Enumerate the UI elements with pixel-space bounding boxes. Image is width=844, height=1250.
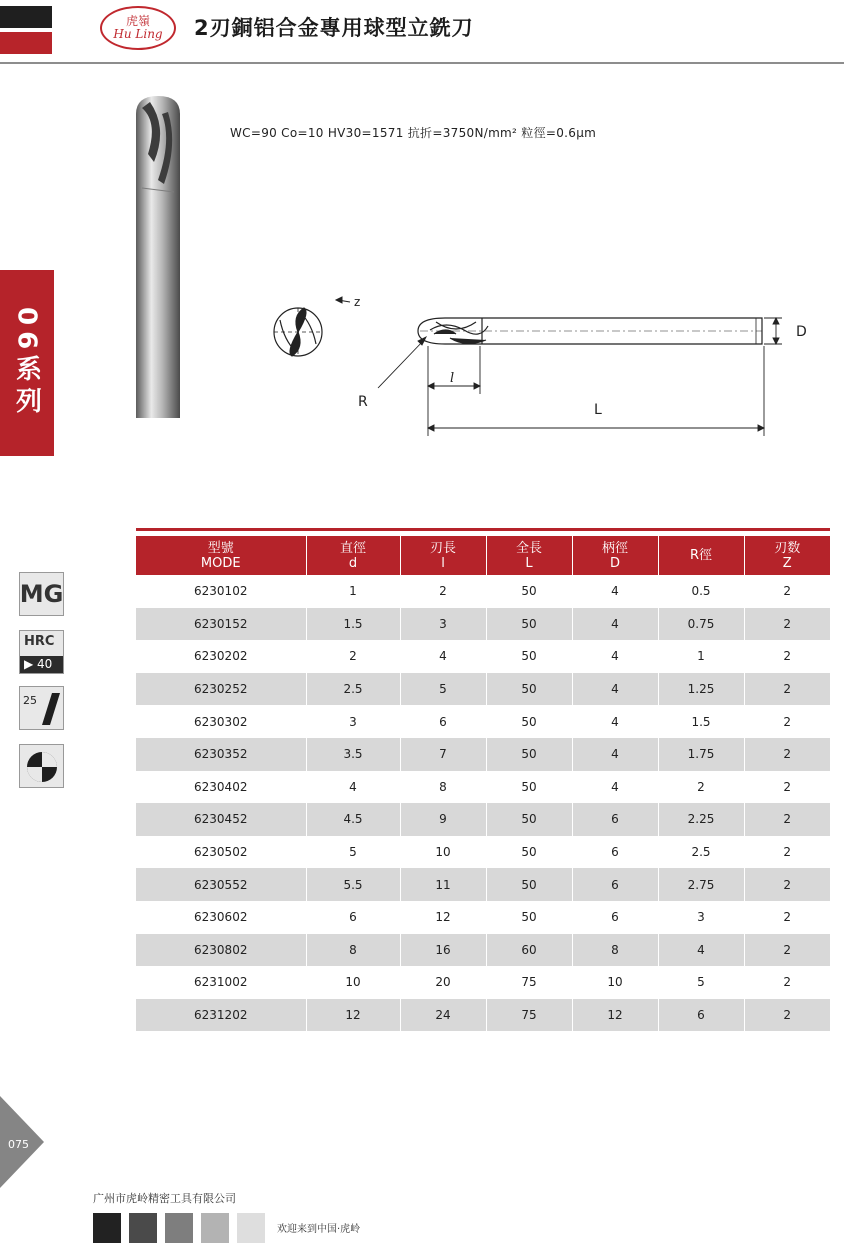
table-cell: 11 bbox=[400, 868, 486, 901]
column-header-cn: 刃数 bbox=[774, 540, 801, 556]
logo-cn-text: 虎嶺 bbox=[125, 14, 150, 28]
table-cell: 2 bbox=[744, 803, 830, 836]
material-spec: WC=90 Co=10 HV30=1571 抗折=3750N/mm² 粒徑=0.6μm bbox=[230, 126, 597, 140]
table-cell: 6 bbox=[658, 999, 744, 1032]
table-cell: 1 bbox=[658, 640, 744, 673]
column-header bbox=[306, 536, 400, 575]
table-cell: 3 bbox=[400, 608, 486, 641]
helix-slash-icon bbox=[20, 687, 65, 731]
table-cell: 2.25 bbox=[658, 803, 744, 836]
table-cell: 2 bbox=[744, 640, 830, 673]
table-row bbox=[136, 738, 830, 771]
table-cell: 4 bbox=[572, 575, 658, 608]
table-cell: 4 bbox=[400, 640, 486, 673]
table-cell: 6230552 bbox=[136, 868, 306, 901]
table-cell: 2 bbox=[744, 836, 830, 869]
column-header-en: d bbox=[348, 555, 358, 571]
table-cell: 50 bbox=[486, 608, 572, 641]
table-cell: 10 bbox=[572, 966, 658, 999]
table-cell: 4 bbox=[572, 608, 658, 641]
table-cell: 8 bbox=[400, 771, 486, 804]
column-header bbox=[486, 536, 572, 575]
table-cell: 1 bbox=[306, 575, 400, 608]
table-cell: 1.25 bbox=[658, 673, 744, 706]
table-cell: 6 bbox=[572, 836, 658, 869]
color-swatch bbox=[201, 1213, 229, 1243]
table-cell: 2 bbox=[744, 608, 830, 641]
table-cell: 4 bbox=[572, 673, 658, 706]
table-cell: 2 bbox=[744, 934, 830, 967]
d-dimension bbox=[764, 318, 782, 344]
table-cell: 50 bbox=[486, 836, 572, 869]
header-divider bbox=[0, 62, 844, 64]
technical-drawing bbox=[250, 290, 830, 440]
table-cell: 2 bbox=[306, 640, 400, 673]
table-row bbox=[136, 803, 830, 836]
column-header-cn: 全長 bbox=[515, 540, 542, 556]
table-cell: 6230502 bbox=[194, 845, 248, 860]
table-cell: 50 bbox=[486, 803, 572, 836]
header-red-bar bbox=[0, 32, 52, 54]
side-view bbox=[418, 318, 762, 344]
table-cell: 6231002 bbox=[194, 975, 248, 990]
table-top-rule bbox=[136, 528, 830, 531]
l-small-dimension bbox=[428, 346, 480, 394]
table-cell: 2 bbox=[744, 738, 830, 771]
table-cell: 2 bbox=[744, 999, 830, 1032]
column-header-cn: 刃長 bbox=[429, 540, 456, 556]
two-flute-icon bbox=[19, 744, 64, 788]
table-cell: 75 bbox=[486, 966, 572, 999]
column-header-en: MODE bbox=[200, 555, 241, 571]
table-cell: 20 bbox=[400, 966, 486, 999]
end-view bbox=[274, 308, 322, 356]
table-row bbox=[136, 771, 830, 804]
table-cell: 6230102 bbox=[194, 584, 248, 599]
table-row bbox=[136, 901, 830, 934]
table-cell: 2 bbox=[658, 771, 744, 804]
table-cell: 2 bbox=[744, 673, 830, 706]
table-cell: 2 bbox=[400, 575, 486, 608]
column-header bbox=[400, 536, 486, 575]
table-row bbox=[136, 575, 830, 608]
column-header bbox=[136, 536, 306, 575]
r-leader bbox=[378, 337, 426, 388]
table-cell: 1.5 bbox=[306, 608, 400, 641]
table-cell: 12 bbox=[306, 999, 400, 1032]
table-cell: 4 bbox=[572, 640, 658, 673]
column-header bbox=[744, 536, 830, 575]
z-label: z bbox=[354, 295, 361, 309]
column-header-cn: 型號 bbox=[207, 540, 234, 556]
color-swatch bbox=[129, 1213, 157, 1243]
table-cell: 12 bbox=[572, 999, 658, 1032]
table-cell: 4 bbox=[306, 771, 400, 804]
table-cell: 2 bbox=[744, 901, 830, 934]
l-small-label: l bbox=[450, 371, 455, 386]
table-cell: 16 bbox=[400, 934, 486, 967]
l-big-label: L bbox=[594, 402, 602, 418]
table-cell: 6 bbox=[400, 705, 486, 738]
table-cell: 50 bbox=[486, 673, 572, 706]
table-cell: 10 bbox=[306, 966, 400, 999]
table-cell: 6230202 bbox=[194, 649, 248, 664]
table-cell: 4.5 bbox=[306, 803, 400, 836]
table-cell: 2.75 bbox=[658, 868, 744, 901]
table-row bbox=[136, 934, 830, 967]
table-cell: 2 bbox=[744, 575, 830, 608]
table-cell: 2 bbox=[744, 868, 830, 901]
table-cell: 50 bbox=[486, 575, 572, 608]
table-cell: 50 bbox=[486, 901, 572, 934]
column-header-en: Z bbox=[782, 555, 792, 571]
series-tab-label: 06系列 bbox=[11, 306, 42, 420]
hrc-label: HRC bbox=[24, 634, 55, 649]
table-cell: 4 bbox=[658, 934, 744, 967]
table-cell: 6230452 bbox=[136, 803, 306, 836]
color-swatch bbox=[237, 1213, 265, 1243]
welcome-text: 欢迎来到中国·虎岭 bbox=[277, 1224, 361, 1235]
table-cell: 3 bbox=[306, 705, 400, 738]
hrc-hardness-icon bbox=[19, 630, 64, 674]
column-header-cn: 柄徑 bbox=[601, 540, 628, 556]
tool-photo bbox=[128, 92, 188, 422]
table-cell: 6 bbox=[572, 901, 658, 934]
table-body bbox=[136, 575, 830, 1031]
table-cell: 8 bbox=[306, 934, 400, 967]
table-cell: 4 bbox=[572, 771, 658, 804]
material-grade-label: MG bbox=[19, 580, 64, 608]
table-row bbox=[136, 608, 830, 641]
column-header-en: D bbox=[609, 555, 620, 571]
l-big-dimension bbox=[428, 346, 764, 436]
helix-angle-value: 25 bbox=[23, 694, 37, 707]
table-cell: 1.5 bbox=[658, 705, 744, 738]
table-cell: 2 bbox=[744, 771, 830, 804]
table-cell: 2.5 bbox=[658, 836, 744, 869]
column-header bbox=[572, 536, 658, 575]
table-cell: 6230802 bbox=[136, 934, 306, 967]
table-cell: 0.5 bbox=[658, 575, 744, 608]
table-cell: 2.5 bbox=[306, 673, 400, 706]
table-header-row bbox=[136, 536, 830, 575]
table-cell: 12 bbox=[400, 901, 486, 934]
page-number: 075 bbox=[8, 1138, 29, 1151]
table-cell: 7 bbox=[400, 738, 486, 771]
column-header-en: L bbox=[525, 555, 533, 571]
table-row bbox=[136, 868, 830, 901]
column-header-cn: 直徑 bbox=[339, 540, 366, 556]
helix-angle-icon bbox=[19, 686, 64, 730]
table-cell: 6230152 bbox=[136, 608, 306, 641]
table-cell: 6230602 bbox=[194, 910, 248, 925]
color-swatch bbox=[93, 1213, 121, 1243]
table-cell: 2 bbox=[744, 705, 830, 738]
z-arrow bbox=[336, 297, 350, 303]
table-cell: 50 bbox=[486, 640, 572, 673]
table-cell: 6230252 bbox=[136, 673, 306, 706]
d-label: D bbox=[796, 324, 807, 340]
table-cell: 8 bbox=[572, 934, 658, 967]
table-cell: 5 bbox=[658, 966, 744, 999]
table-cell: 6230302 bbox=[194, 714, 248, 729]
r-label: R bbox=[358, 394, 368, 410]
table-row bbox=[136, 966, 830, 999]
table-row bbox=[136, 836, 830, 869]
column-header-en: l bbox=[441, 555, 445, 571]
table-cell: 3 bbox=[658, 901, 744, 934]
table-cell: 50 bbox=[486, 771, 572, 804]
table-cell: 10 bbox=[400, 836, 486, 869]
table-cell: 3.5 bbox=[306, 738, 400, 771]
table-cell: 6 bbox=[572, 868, 658, 901]
spec-table bbox=[136, 536, 830, 1031]
table-row bbox=[136, 705, 830, 738]
table-cell: 2 bbox=[744, 966, 830, 999]
table-cell: 6231202 bbox=[136, 999, 306, 1032]
material-grade-icon bbox=[19, 572, 64, 616]
table-row bbox=[136, 640, 830, 673]
table-row bbox=[136, 673, 830, 706]
table-cell: 6230352 bbox=[136, 738, 306, 771]
table-cell: 50 bbox=[486, 705, 572, 738]
table-cell: 4 bbox=[572, 705, 658, 738]
table-cell: 50 bbox=[486, 738, 572, 771]
table-cell: 75 bbox=[486, 999, 572, 1032]
table-cell: 5 bbox=[306, 836, 400, 869]
table-cell: 60 bbox=[486, 934, 572, 967]
header-black-bar bbox=[0, 6, 52, 28]
color-swatch bbox=[165, 1213, 193, 1243]
table-cell: 1.75 bbox=[658, 738, 744, 771]
table-cell: 4 bbox=[572, 738, 658, 771]
table-cell: 0.75 bbox=[658, 608, 744, 641]
table-cell: 24 bbox=[400, 999, 486, 1032]
column-header-cn: R徑 bbox=[689, 548, 713, 563]
series-tab bbox=[0, 270, 54, 456]
table-cell: 6 bbox=[306, 901, 400, 934]
page-title: 2刃銅铝合金專用球型立銑刀 bbox=[194, 16, 474, 40]
hrc-value: ▶ 40 bbox=[20, 656, 63, 673]
logo-en-text: Hu Ling bbox=[113, 27, 163, 41]
company-name: 广州市虎岭精密工具有限公司 bbox=[93, 1192, 236, 1205]
table-cell: 6230402 bbox=[194, 779, 248, 794]
column-header bbox=[658, 536, 744, 575]
flute-cross-section-icon bbox=[20, 745, 65, 789]
table-cell: 9 bbox=[400, 803, 486, 836]
table-cell: 5.5 bbox=[306, 868, 400, 901]
table-cell: 5 bbox=[400, 673, 486, 706]
brand-logo bbox=[100, 6, 176, 50]
table-row bbox=[136, 999, 830, 1032]
table-cell: 6 bbox=[572, 803, 658, 836]
table-cell: 50 bbox=[486, 868, 572, 901]
